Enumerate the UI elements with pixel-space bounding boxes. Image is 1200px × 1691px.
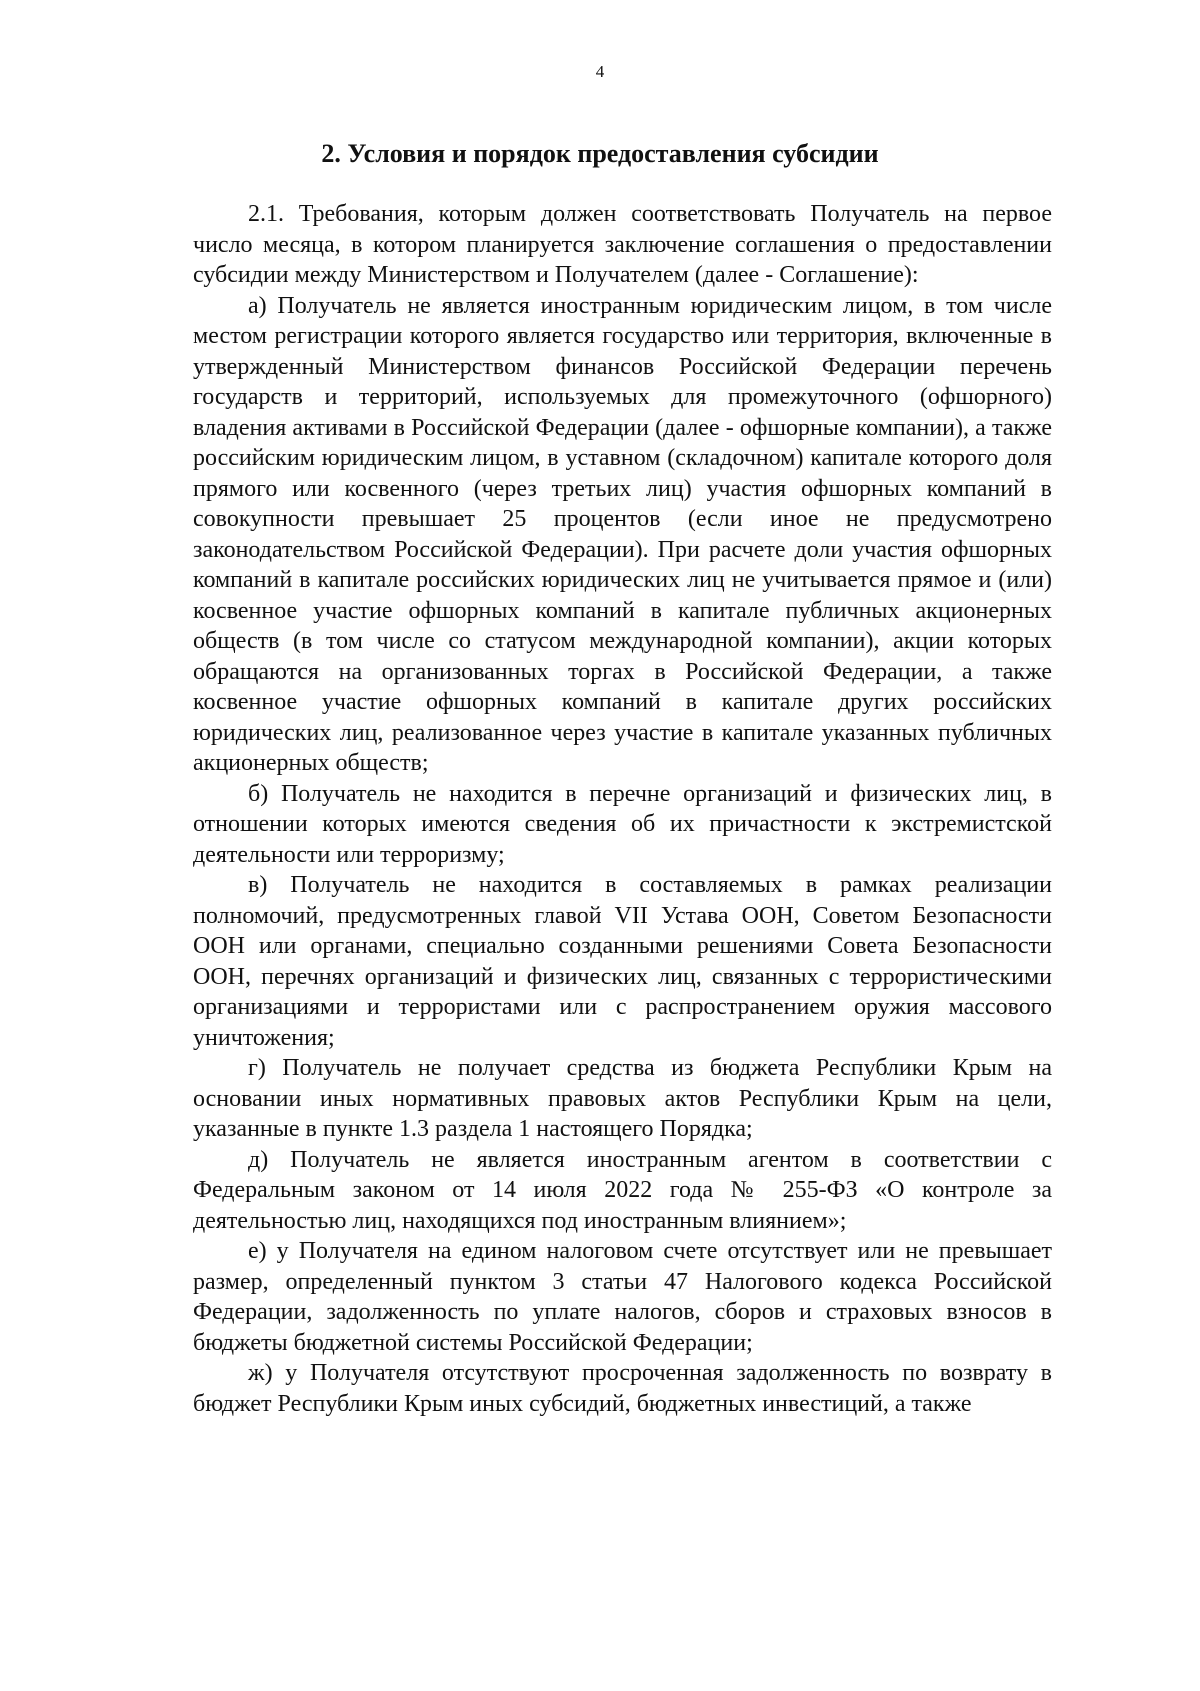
paragraph-v: в) Получатель не находится в составляемых в рамках реализации полномочий, предусмотренных главой VII Устава ООН, Советом Безопасности ООН или органами, специально созданными решениями Совета Безопасности ООН, перечнях организаций и физических лиц, связанных с террористическими организациями и террористами или с распространением оружия массового уничтожения; bbox=[193, 872, 1052, 1051]
section-body bbox=[193, 199, 1052, 1419]
paragraph-2-1: 2.1. Требования, которым должен соответствовать Получатель на первое число месяца, в котором планируется заключение соглашения о предоставлении субсидии между Министерством и Получателем (далее - Соглашение): bbox=[193, 201, 1052, 288]
paragraph-e: е) у Получателя на едином налоговом счете отсутствует или не превышает размер, определенный пунктом 3 статьи 47 Налогового кодекса Российской Федерации, задолженность по уплате налогов, сборов и страховых взносов в бюджеты бюджетной системы Российской Федерации; bbox=[193, 1238, 1052, 1356]
paragraph-g: г) Получатель не получает средства из бюджета Республики Крым на основании иных нормативных правовых актов Республики Крым на цели, указанные в пункте 1.3 раздела 1 настоящего Порядка; bbox=[193, 1055, 1052, 1142]
paragraph-zh: ж) у Получателя отсутствуют просроченная задолженность по возврату в бюджет Республики Крым иных субсидий, бюджетных инвестиций, а также bbox=[193, 1360, 1052, 1417]
paragraph-d: д) Получатель не является иностранным агентом в соответствии с Федеральным законом от 14 июля 2022 года № 255-ФЗ «О контроле за деятельностью лиц, находящихся под иностранным влиянием»; bbox=[193, 1146, 1052, 1234]
paragraph-a: а) Получатель не является иностранным юридическим лицом, в том числе местом регистрации которого является государство или территория, включенные в утвержденный Министерством финансов Российской Федерации перечень государств и территорий, используемых для промежуточного (офшорного) владения активами в Российской Федерации (далее - офшорные компании), а также российским юридическим лицом, в уставном (складочном) капитале которого доля прямого или косвенного (через третьих лиц) участия офшорных компаний в совокупности превышает 25 процентов (если иное не предусмотрено законодательством Российской Федерации). При расчете доли участия офшорных компаний в капитале российских юридических лиц не учитывается прямое и (или) косвенное участие офшорных компаний в капитале публичных акционерных обществ (в том числе со статусом международной компании), акции которых обращаются на организованных торгах в Российской Федерации, а также косвенное участие офшорных компаний в капитале других российских юридических лиц, реализованное через участие в капитале указанных публичных акционерных обществ; bbox=[193, 292, 1052, 776]
page-number: 4 bbox=[595, 62, 605, 81]
section-title: 2. Условия и порядок предоставления субсидии bbox=[321, 139, 879, 168]
paragraph-b: б) Получатель не находится в перечне организаций и физических лиц, в отношении которых имеются сведения об их причастности к экстремистской деятельности или терроризму; bbox=[193, 780, 1052, 868]
